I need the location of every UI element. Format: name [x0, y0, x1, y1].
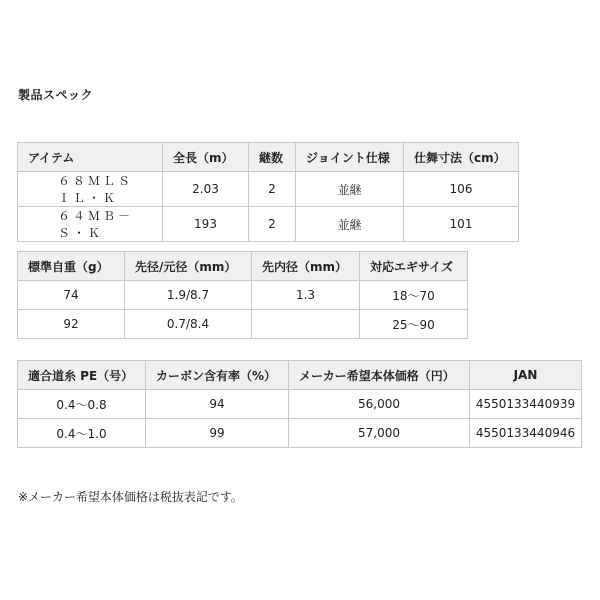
cell-egi-size: 18〜70: [360, 281, 468, 310]
table-row: [18, 207, 519, 242]
cell-inner-diameter: 1.3: [252, 281, 360, 310]
header-pe-line: 適合道糸 PE（号）: [18, 361, 146, 390]
cell-closed-length: 106: [404, 172, 519, 207]
cell-jan: 4550133440939: [470, 390, 582, 419]
cell-carbon: 99: [146, 419, 289, 448]
header-item: アイテム: [18, 143, 163, 172]
cell-length: 2.03: [163, 172, 249, 207]
cell-inner-diameter: [252, 310, 360, 339]
header-jan: JAN: [470, 361, 582, 390]
table-row: [18, 419, 582, 448]
header-closed-length: 仕舞寸法（cm）: [404, 143, 519, 172]
cell-carbon: 94: [146, 390, 289, 419]
cell-weight: 92: [18, 310, 125, 339]
cell-sections: 2: [249, 207, 296, 242]
header-sections: 継数: [249, 143, 296, 172]
header-length: 全長（m）: [163, 143, 249, 172]
cell-price: 57,000: [289, 419, 470, 448]
spec-table-weights: [17, 251, 468, 339]
header-egi-size: 対応エギサイズ: [360, 252, 468, 281]
cell-pe-line: 0.4〜1.0: [18, 419, 146, 448]
table-row: [18, 281, 468, 310]
cell-diameter: 0.7/8.4: [125, 310, 252, 339]
cell-item: ６４ＭＢ－Ｓ・Ｋ: [18, 207, 163, 242]
spec-table-pricing: [17, 360, 582, 448]
table-row: [18, 172, 519, 207]
header-price: メーカー希望本体価格（円）: [289, 361, 470, 390]
header-carbon: カーボン含有率（%）: [146, 361, 289, 390]
header-joint: ジョイント仕様: [296, 143, 404, 172]
header-diameter: 先径/元径（mm）: [125, 252, 252, 281]
cell-pe-line: 0.4〜0.8: [18, 390, 146, 419]
cell-length: 193: [163, 207, 249, 242]
cell-weight: 74: [18, 281, 125, 310]
table-row: [18, 390, 582, 419]
header-inner-diameter: 先内径（mm）: [252, 252, 360, 281]
page-title: 製品スペック: [18, 88, 94, 102]
table-header-row: [18, 252, 468, 281]
table-row: [18, 310, 468, 339]
header-weight: 標準自重（g）: [18, 252, 125, 281]
price-note: ※メーカー希望本体価格は税抜表記です。: [18, 490, 243, 504]
cell-sections: 2: [249, 172, 296, 207]
table-header-row: [18, 143, 519, 172]
cell-joint: 並継: [296, 172, 404, 207]
cell-item: ６８ＭＬＳ ＩＬ・Ｋ: [18, 172, 163, 207]
cell-egi-size: 25〜90: [360, 310, 468, 339]
cell-joint: 並継: [296, 207, 404, 242]
spec-table-dimensions: [17, 142, 519, 242]
cell-closed-length: 101: [404, 207, 519, 242]
cell-jan: 4550133440946: [470, 419, 582, 448]
cell-price: 56,000: [289, 390, 470, 419]
table-header-row: [18, 361, 582, 390]
cell-diameter: 1.9/8.7: [125, 281, 252, 310]
